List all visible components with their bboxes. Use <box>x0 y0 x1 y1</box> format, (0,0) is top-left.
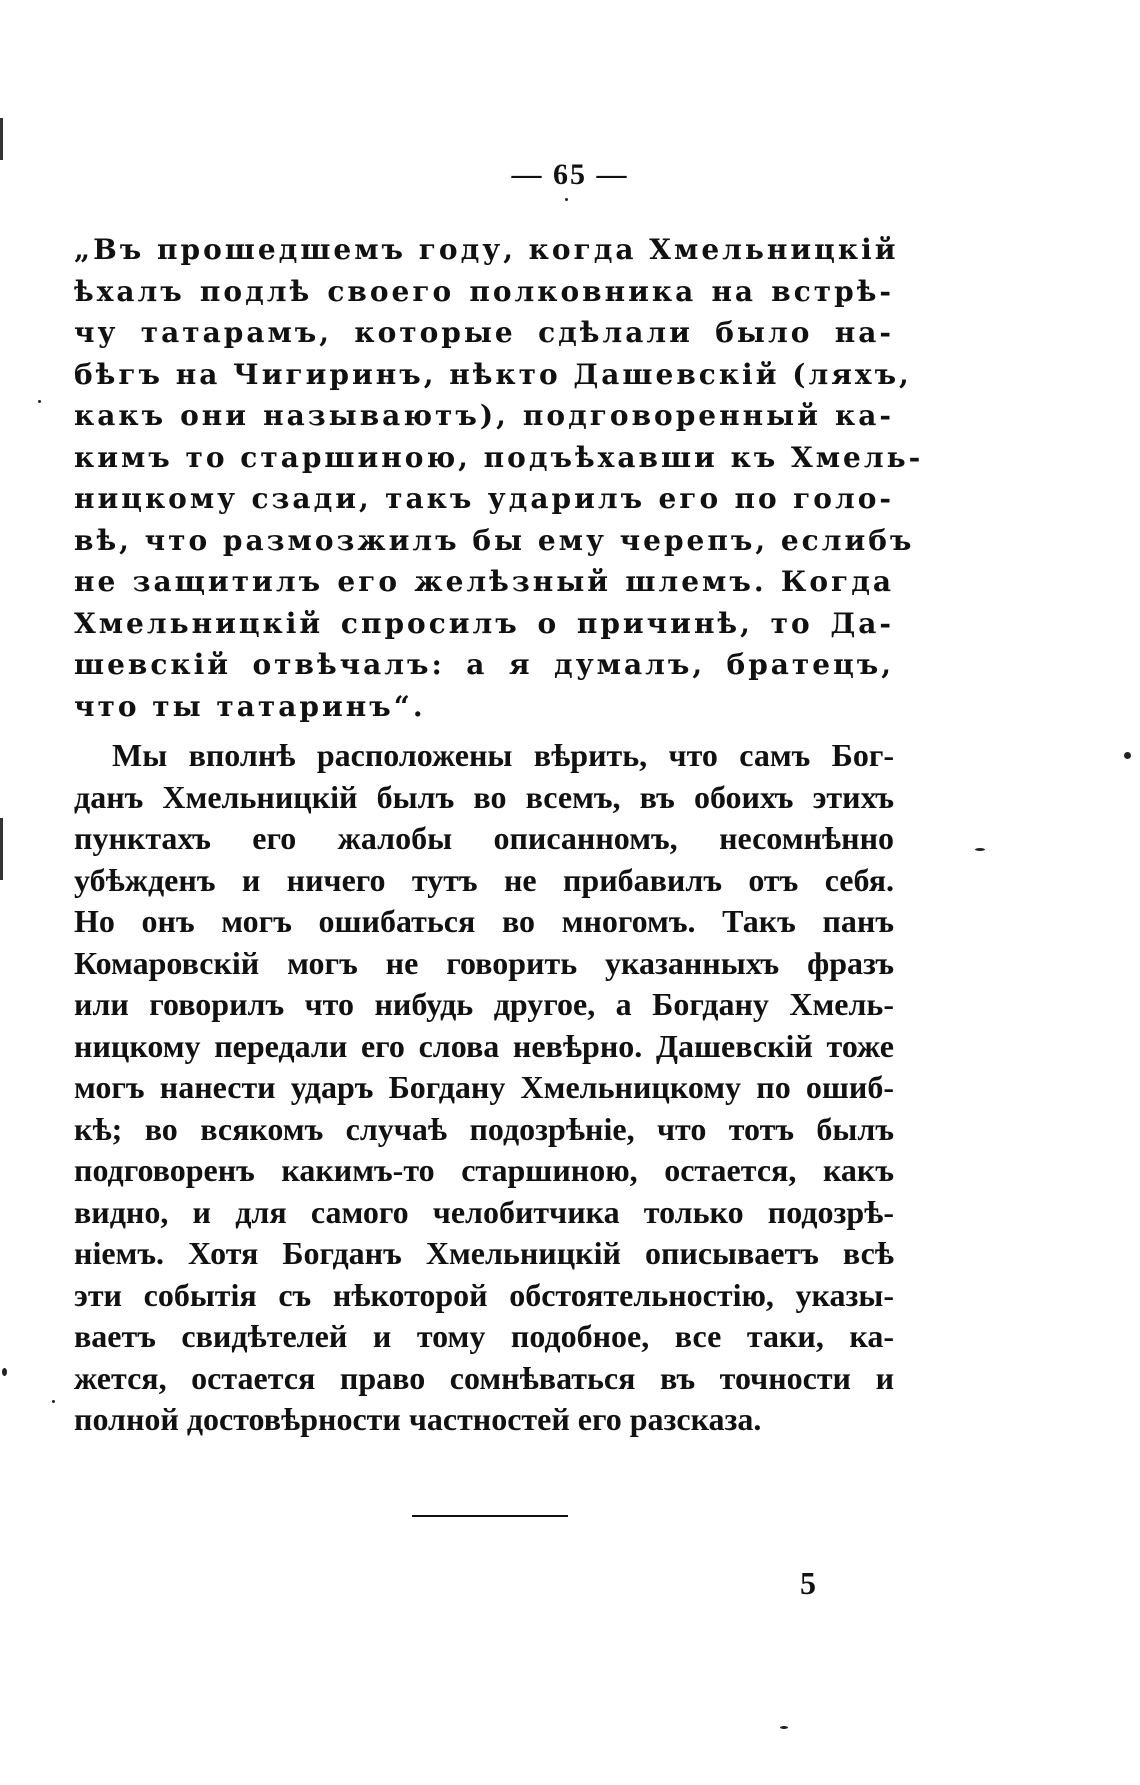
scan-speck <box>565 198 568 201</box>
scan-edge-mark <box>0 818 3 880</box>
quote-paragraph <box>74 229 924 727</box>
text-line: Хмельницкій спросилъ о причинѣ, то Да- <box>74 606 894 640</box>
scan-speck <box>1124 752 1131 759</box>
page-number: — 65 — <box>511 158 629 191</box>
text-line: не защитилъ его желѣзный шлемъ. Когда <box>74 565 894 598</box>
text-line: данъ Хмельницкій былъ во всемъ, въ обоихъ этихъ <box>74 778 894 815</box>
text-line: убѣжденъ и ничего тутъ не прибавилъ отъ себя. <box>74 861 894 898</box>
text-line: вѣ, что размозжилъ бы ему черепъ, еслибъ <box>74 523 915 557</box>
text-line: видно, и для самого челобитчика только подозрѣ- <box>74 1193 894 1230</box>
body-paragraph <box>74 735 894 1441</box>
text-line: кѣ; во всякомъ случаѣ подозрѣніе, что тотъ былъ <box>74 1110 894 1147</box>
scan-edge-mark <box>0 118 3 160</box>
section-divider-rule <box>412 1515 568 1517</box>
text-line: Мы вполнѣ расположены вѣрить, что самъ Бог- <box>112 737 894 773</box>
scan-speck <box>975 848 985 851</box>
text-line: какъ они называютъ), подговоренный ка- <box>74 399 894 432</box>
text-line: эти событія съ нѣкоторой обстоятельностію, указы- <box>74 1276 894 1313</box>
text-line: полной достовѣрности частностей его разсказа. <box>74 1401 762 1437</box>
text-line: ніемъ. Хотя Богданъ Хмельницкій описываетъ всѣ <box>74 1235 894 1271</box>
text-line: пунктахъ его жалобы описанномъ, несомнѣнно <box>74 820 894 856</box>
text-line: жется, остается право сомнѣваться въ точности и <box>74 1359 894 1396</box>
text-line: могъ нанести ударъ Богдану Хмельницкому по ошиб- <box>74 1069 894 1105</box>
text-line: шевскій отвѣчалъ: а я думалъ, братецъ, <box>74 648 894 681</box>
text-line: ницкому передали его слова невѣрно. Дашевскій тоже <box>74 1027 894 1064</box>
text-line: чу татарамъ, которые сдѣлали было на- <box>74 316 894 349</box>
scan-speck <box>38 400 41 403</box>
text-line: бѣгъ на Чигиринъ, нѣкто Дашевскій (ляхъ, <box>74 357 912 391</box>
text-line: или говорилъ что нибудь другое, а Богдану Хмель- <box>74 986 894 1022</box>
text-line: ницкому сзади, такъ ударилъ его по голо- <box>74 482 894 515</box>
scan-speck <box>2 1368 7 1376</box>
text-line: ваетъ свидѣтелей и тому подобное, все таки, ка- <box>74 1318 894 1354</box>
text-line: „Въ прошедшемъ году, когда Хмельницкій <box>74 233 899 266</box>
signature-mark: 5 <box>800 1565 816 1601</box>
scan-speck <box>52 1400 55 1403</box>
text-line: Комаровскій могъ не говорить указанныхъ фразъ <box>74 944 894 981</box>
text-line: Но онъ могъ ошибаться во многомъ. Такъ панъ <box>74 903 894 939</box>
text-line: кимъ то старшиною, подъѣхавши къ Хмель- <box>74 440 924 474</box>
text-line: что ты татаринъ“. <box>74 689 426 723</box>
text-line: подговоренъ какимъ-то старшиною, остается, какъ <box>74 1152 894 1188</box>
text-line: ѣхалъ подлѣ своего полковника на встрѣ- <box>74 274 894 308</box>
scan-speck <box>780 1726 788 1729</box>
